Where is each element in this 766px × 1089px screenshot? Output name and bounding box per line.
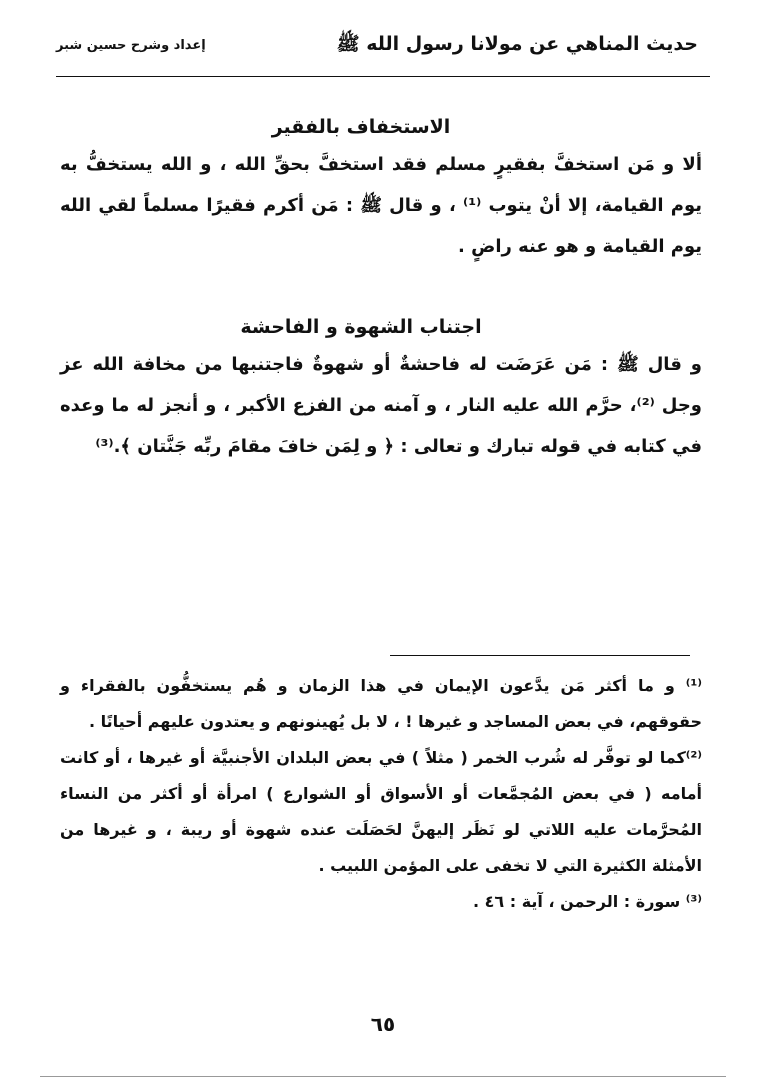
section-title: الاستخفاف بالفقير [271, 116, 451, 138]
page-header [56, 26, 710, 66]
section-avoiding-desire [60, 316, 702, 467]
page-bottom-edge [40, 1076, 726, 1077]
section-mocking-the-poor [60, 116, 702, 267]
section-body: و قال ﷺ : مَن عَرَضَت له فاحشةٌ أو شهوةٌ فاجتنبها من مخافة الله عز وجل ⁽²⁾، حرَّم الله عليه النار ، و آمنه من الفزع الأكبر ، و أنجز له ما وعده في كتابه في قوله تبارك و تعالى : ﴿ و لِمَن خافَ مقامَ ربِّه جَنَّتان ﴾.⁽³⁾ [60, 354, 702, 457]
footnotes [60, 668, 702, 920]
section-title: اجتناب الشهوة و الفاحشة [240, 316, 482, 338]
page-number: ٦٥ [370, 1012, 396, 1036]
footnote-1: ⁽¹⁾ و ما أكثر مَن يدَّعون الإيمان في هذا الزمان و هُم يستخفُّون بالفقراء و حقوقهم، في بعض المساجد و غيرها ! ، لا بل يُهينونهم و يعتدون عليهم أحيانًا . [60, 676, 702, 731]
header-author: إعداد وشرح حسين شبر [56, 38, 206, 53]
footnote-2: ⁽²⁾كما لو توفَّر له شُرب الخمر ( مثلاً ) في بعض البلدان الأجنبيَّة أو غيرها ، أو كانت أمامه ( في بعض المُجمَّعات أو الأسواق أو الشوارع ) امرأة أو أكثر من النساء المُحرَّمات عليه اللاتي لو نَظَر إليهنَّ لحَصَلَت عنده شهوة أو ريبة ، و غيرها من الأمثلة الكثيرة التي لا تخفى على المؤمن اللبيب . [60, 748, 702, 875]
header-title: حديث المناهي عن مولانا رسول الله ﷺ [336, 33, 698, 55]
section-body: ألا و مَن استخفَّ بفقيرٍ مسلم فقد استخفَّ بحقِّ الله ، و الله يستخفُّ به يوم القيامة، إلا أنْ يتوب ⁽¹⁾ ، و قال ﷺ : مَن أكرم فقيرًا مسلماً لقي الله يوم القيامة و هو عنه راضٍ . [60, 154, 703, 257]
footnote-3: ⁽³⁾ سورة : الرحمن ، آية : ٤٦ . [472, 892, 702, 911]
footnote-divider [390, 655, 690, 656]
header-divider [56, 76, 710, 77]
